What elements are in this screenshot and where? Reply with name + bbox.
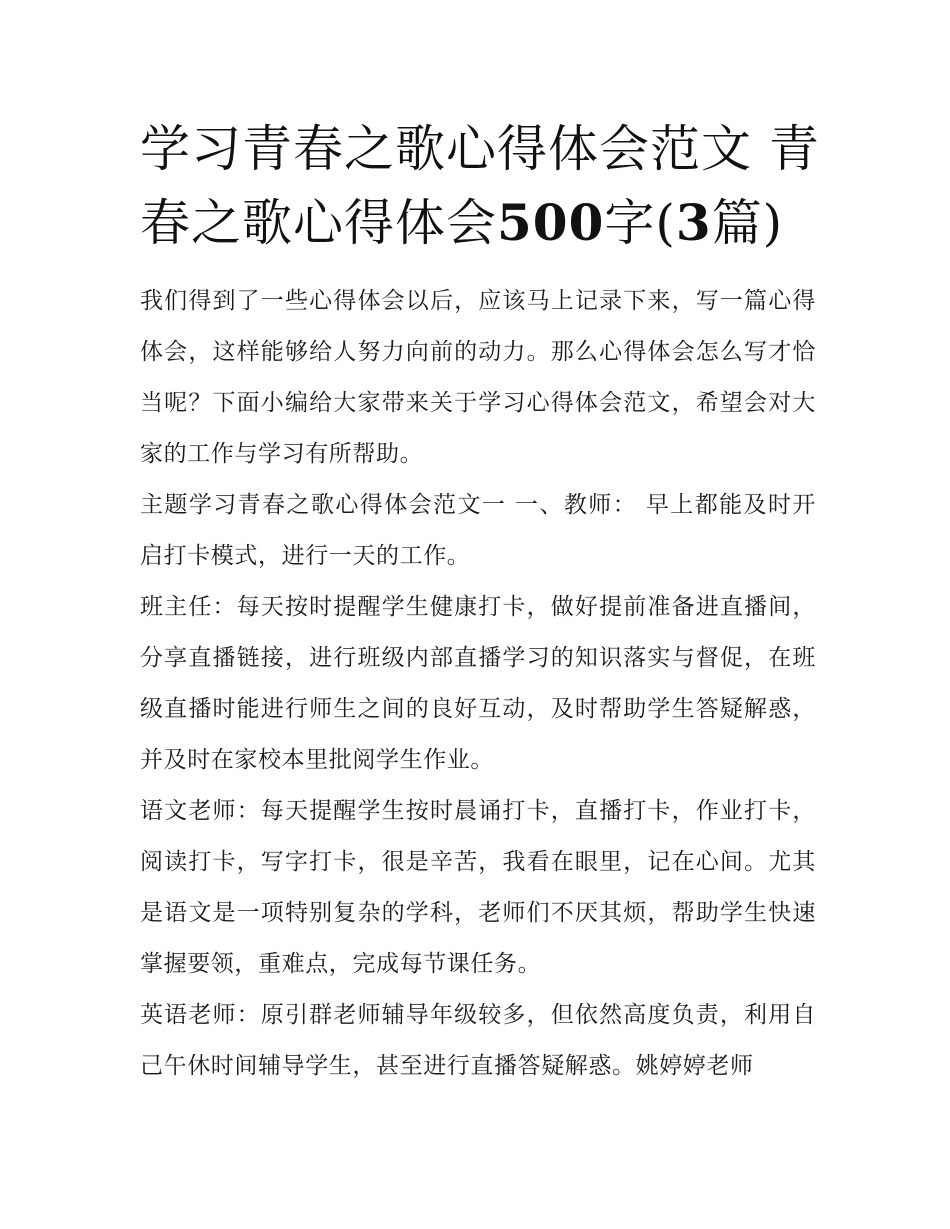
title-end: 篇) xyxy=(711,194,784,252)
english-teacher-paragraph: 英语老师：原引群老师辅导年级较多，但依然高度负责，利用自己午休时间辅导学生，甚至进行直播答疑解惑。姚婷婷老师 xyxy=(140,1002,816,1079)
title-number: 500 xyxy=(497,193,605,252)
chinese-teacher-paragraph: 语文老师：每天提醒学生按时晨诵打卡，直播打卡，作业打卡，阅读打卡，写字打卡，很是辛苦，我看在眼里，记在心间。尤其是语文是一项特别复杂的学科，老师们不厌其烦，帮助学生快速掌握要领，重难点，完成每节课任务。 xyxy=(140,798,816,977)
title-suffix: 字( xyxy=(604,194,676,252)
page-title xyxy=(140,112,820,260)
head-teacher-paragraph: 班主任：每天按时提醒学生健康打卡，做好提前准备进直播间，分享直播链接，进行班级内部直播学习的知识落实与督促，在班级直播时能进行师生之间的良好互动，及时帮助学生答疑解惑，并及时在家校本里批阅学生作业。 xyxy=(140,594,816,773)
title-count: 3 xyxy=(675,193,712,252)
title-text: 学习青春之歌心得体会范文 青春之歌心得体会 xyxy=(140,120,820,252)
intro-paragraph: 我们得到了一些心得体会以后，应该马上记录下来，写一篇心得体会，这样能够给人努力向前的动力。那么心得体会怎么写才恰当呢？下面小编给大家带来关于学习心得体会范文，希望会对大家的工作与学习有所帮助。 xyxy=(140,288,816,467)
document-body xyxy=(140,276,816,1092)
section-heading-paragraph: 主题学习青春之歌心得体会范文一 一、教师： 早上都能及时开启打卡模式，进行一天的工作。 xyxy=(140,492,816,569)
